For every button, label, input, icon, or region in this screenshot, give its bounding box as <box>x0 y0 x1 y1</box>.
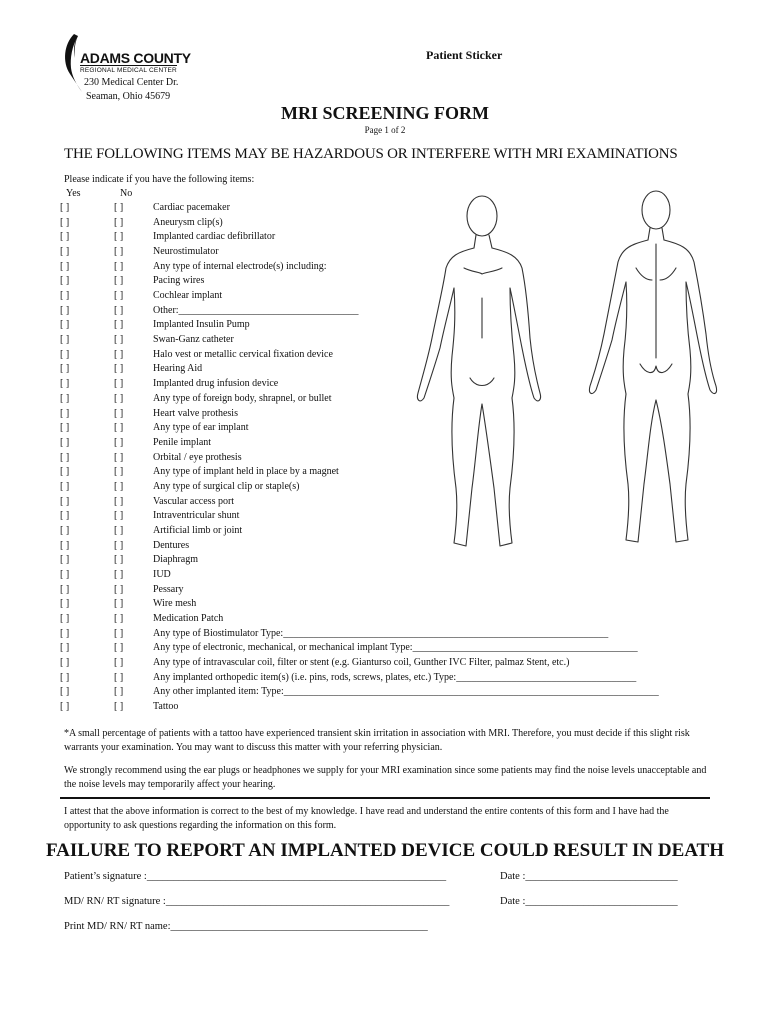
checklist-item-label: Aneurysm clip(s) <box>153 216 223 228</box>
checklist-row <box>60 584 720 598</box>
yes-checkbox[interactable]: [ ] <box>60 598 70 610</box>
checklist-item-label: Orbital / eye prothesis <box>153 451 242 463</box>
no-checkbox[interactable]: [ ] <box>114 290 124 302</box>
checklist-item-label: Medication Patch <box>153 613 224 625</box>
yes-checkbox[interactable]: [ ] <box>60 524 70 536</box>
no-checkbox[interactable]: [ ] <box>114 613 124 625</box>
yes-checkbox[interactable]: [ ] <box>60 510 70 522</box>
no-checkbox[interactable]: [ ] <box>114 686 124 698</box>
no-checkbox[interactable]: [ ] <box>114 363 124 375</box>
no-checkbox[interactable]: [ ] <box>114 627 124 639</box>
checklist-item-label: Wire mesh <box>153 598 197 610</box>
checklist-item-label: Any type of Biostimulator Type:_________________________________________________________________ <box>153 627 609 639</box>
yes-checkbox[interactable]: [ ] <box>60 392 70 404</box>
page-number: Page 1 of 2 <box>364 125 406 135</box>
checklist-item-label: Other:____________________________________ <box>153 304 359 316</box>
yes-checkbox[interactable]: [ ] <box>60 436 70 448</box>
no-checkbox[interactable]: [ ] <box>114 378 124 390</box>
no-checkbox[interactable]: [ ] <box>114 436 124 448</box>
no-checkbox[interactable]: [ ] <box>114 657 124 669</box>
yes-checkbox[interactable]: [ ] <box>60 583 70 595</box>
yes-checkbox[interactable]: [ ] <box>60 495 70 507</box>
body-back-figure <box>589 191 716 542</box>
checklist-row <box>60 701 720 715</box>
checklist-item-label: Neurostimulator <box>153 246 219 258</box>
yes-checkbox[interactable]: [ ] <box>60 422 70 434</box>
checklist-row <box>60 672 720 686</box>
checklist-item-label: Cochlear implant <box>153 290 223 302</box>
no-checkbox[interactable]: [ ] <box>114 480 124 492</box>
no-checkbox[interactable]: [ ] <box>114 348 124 360</box>
checklist-item-label: IUD <box>153 569 171 580</box>
no-checkbox[interactable]: [ ] <box>114 539 124 551</box>
checklist-item-label: Halo vest or metallic cervical fixation device <box>153 348 333 360</box>
hazard-heading: THE FOLLOWING ITEMS MAY BE HAZARDOUS OR INTERFERE WITH MRI EXAMINATIONS <box>64 146 678 162</box>
checklist-item-label: Any implanted orthopedic item(s) (i.e. pins, rods, screws, plates, etc.) Type:____________________________________ <box>153 671 637 683</box>
address-line-1: 230 Medical Center Dr. <box>84 77 179 88</box>
yes-checkbox[interactable]: [ ] <box>60 671 70 683</box>
checklist-row <box>60 686 720 700</box>
yes-checkbox[interactable]: [ ] <box>60 613 70 625</box>
no-checkbox[interactable]: [ ] <box>114 319 124 331</box>
checklist-row <box>60 657 720 671</box>
org-name: ADAMS COUNTY <box>80 50 191 66</box>
address-line-2: Seaman, Ohio 45679 <box>86 91 171 102</box>
checklist-row <box>60 642 720 656</box>
yes-checkbox[interactable]: [ ] <box>60 290 70 302</box>
checklist-item-label: Any type of foreign body, shrapnel, or bullet <box>153 392 332 404</box>
checklist-row <box>60 628 720 642</box>
checklist-item-label: Dentures <box>153 539 190 551</box>
yes-checkbox[interactable]: [ ] <box>60 246 70 258</box>
md-date-field[interactable]: Date :_____________________________ <box>500 896 678 907</box>
yes-checkbox[interactable]: [ ] <box>60 334 70 346</box>
checklist-item-label: Hearing Aid <box>153 363 203 375</box>
patient-signature-field[interactable]: Patient’s signature :_________________________________________________________ <box>64 871 447 882</box>
yes-checkbox[interactable]: [ ] <box>60 701 70 713</box>
yes-checkbox[interactable]: [ ] <box>60 569 70 580</box>
yes-checkbox[interactable]: [ ] <box>60 627 70 639</box>
checklist-item-label: Cardiac pacemaker <box>153 202 230 213</box>
yes-checkbox[interactable]: [ ] <box>60 216 70 228</box>
md-signature-field[interactable]: MD/ RN/ RT signature :______________________________________________________ <box>64 896 450 907</box>
no-checkbox[interactable]: [ ] <box>114 392 124 404</box>
yes-checkbox[interactable]: [ ] <box>60 480 70 492</box>
no-checkbox[interactable]: [ ] <box>114 231 124 243</box>
no-checkbox[interactable]: [ ] <box>114 554 124 566</box>
yes-checkbox[interactable]: [ ] <box>60 304 70 316</box>
no-checkbox[interactable]: [ ] <box>114 202 124 213</box>
checklist-item-label: Any type of intravascular coil, filter or stent (e.g. Gianturso coil, Gunther IVC Filter, palmaz Stent, etc.) <box>153 657 570 669</box>
checklist-item-label: Implanted cardiac defibrillator <box>153 231 276 243</box>
checklist-item-label: Artificial limb or joint <box>153 524 243 536</box>
checklist-item-label: Penile implant <box>153 436 212 448</box>
checklist-item-label: Pessary <box>153 583 184 595</box>
yes-checkbox[interactable]: [ ] <box>60 260 70 272</box>
yes-checkbox[interactable]: [ ] <box>60 451 70 463</box>
checklist-item-label: Intraventricular shunt <box>153 510 240 522</box>
body-diagram <box>410 188 735 558</box>
no-checkbox[interactable]: [ ] <box>114 598 124 610</box>
no-checkbox[interactable]: [ ] <box>114 642 124 654</box>
checklist-item-label: Pacing wires <box>153 275 205 287</box>
checklist-item-label: Implanted drug infusion device <box>153 378 279 390</box>
no-checkbox[interactable]: [ ] <box>114 334 124 346</box>
yes-checkbox[interactable]: [ ] <box>60 657 70 669</box>
checklist-row <box>60 598 720 612</box>
no-checkbox[interactable]: [ ] <box>114 701 124 713</box>
checklist-row <box>60 613 720 627</box>
yes-checkbox[interactable]: [ ] <box>60 539 70 551</box>
failure-warning: FAILURE TO REPORT AN IMPLANTED DEVICE COULD RESULT IN DEATH <box>45 840 725 861</box>
no-column-header: No <box>120 188 133 199</box>
yes-checkbox[interactable]: [ ] <box>60 363 70 375</box>
checklist-item-label: Swan-Ganz catheter <box>153 334 234 346</box>
print-name-field[interactable]: Print MD/ RN/ RT name:_________________________________________________ <box>64 921 428 932</box>
no-checkbox[interactable]: [ ] <box>114 495 124 507</box>
yes-checkbox[interactable]: [ ] <box>60 407 70 419</box>
no-checkbox[interactable]: [ ] <box>114 407 124 419</box>
no-checkbox[interactable]: [ ] <box>114 583 124 595</box>
yes-checkbox[interactable]: [ ] <box>60 378 70 390</box>
body-front-figure <box>417 196 540 546</box>
no-checkbox[interactable]: [ ] <box>114 275 124 287</box>
tattoo-note: *A small percentage of patients with a tattoo have experienced transient skin irritation in association with MRI. Therefore, you must decide if this slight risk warrants your examination. You may want to discuss this matter with your referring physician. <box>64 728 690 753</box>
no-checkbox[interactable]: [ ] <box>114 524 124 536</box>
checklist-item-label: Any other implanted item: Type:___________________________________________________________________________ <box>153 686 659 698</box>
ear-protection-note: We strongly recommend using the ear plugs or headphones we supply for your MRI examination since some patients may find the noise levels unacceptable and the noise levels may temporarily affect your hearing. <box>64 765 707 790</box>
form-title: MRI SCREENING FORM <box>280 103 489 123</box>
no-checkbox[interactable]: [ ] <box>114 569 124 580</box>
no-checkbox[interactable]: [ ] <box>114 304 124 316</box>
no-checkbox[interactable]: [ ] <box>114 671 124 683</box>
yes-checkbox[interactable]: [ ] <box>60 231 70 243</box>
yes-checkbox[interactable]: [ ] <box>60 554 70 566</box>
patient-sticker-label: Patient Sticker <box>426 48 503 62</box>
no-checkbox[interactable]: [ ] <box>114 422 124 434</box>
checklist-item-label: Heart valve prothesis <box>153 407 238 419</box>
checklist-item-label: Vascular access port <box>153 495 235 507</box>
checklist-item-label: Any type of electronic, mechanical, or mechanical implant Type:_____________________________________________ <box>153 642 638 654</box>
checklist-item-label: Any type of ear implant <box>153 422 249 434</box>
patient-date-field[interactable]: Date :_____________________________ <box>500 871 678 882</box>
checklist-item-label: Tattoo <box>153 701 179 713</box>
checklist-item-label: Any type of internal electrode(s) including: <box>153 260 327 272</box>
checklist-item-label: Any type of surgical clip or staple(s) <box>153 480 300 492</box>
yes-checkbox[interactable]: [ ] <box>60 275 70 287</box>
divider <box>60 797 710 799</box>
checklist-item-label: Implanted Insulin Pump <box>153 319 250 331</box>
yes-checkbox[interactable]: [ ] <box>60 642 70 654</box>
yes-checkbox[interactable]: [ ] <box>60 686 70 698</box>
yes-checkbox[interactable]: [ ] <box>60 202 70 213</box>
instructions: Please indicate if you have the following items: <box>64 174 255 185</box>
no-checkbox[interactable]: [ ] <box>114 260 124 272</box>
checklist-item-label: Diaphragm <box>153 554 198 566</box>
no-checkbox[interactable]: [ ] <box>114 451 124 463</box>
yes-checkbox[interactable]: [ ] <box>60 466 70 478</box>
attestation: I attest that the above information is correct to the best of my knowledge. I have read and understand the entire contents of this form and I have had the opportunity to ask questions regarding the information on this form. <box>64 806 669 831</box>
checklist-item-label: Any type of implant held in place by a magnet <box>153 466 339 478</box>
checklist-row <box>60 569 720 583</box>
yes-column-header: Yes <box>66 188 81 199</box>
no-checkbox[interactable]: [ ] <box>114 510 124 522</box>
no-checkbox[interactable]: [ ] <box>114 246 124 258</box>
org-subtitle: REGIONAL MEDICAL CENTER <box>80 67 177 74</box>
yes-checkbox[interactable]: [ ] <box>60 319 70 331</box>
no-checkbox[interactable]: [ ] <box>114 216 124 228</box>
no-checkbox[interactable]: [ ] <box>114 466 124 478</box>
yes-checkbox[interactable]: [ ] <box>60 348 70 360</box>
